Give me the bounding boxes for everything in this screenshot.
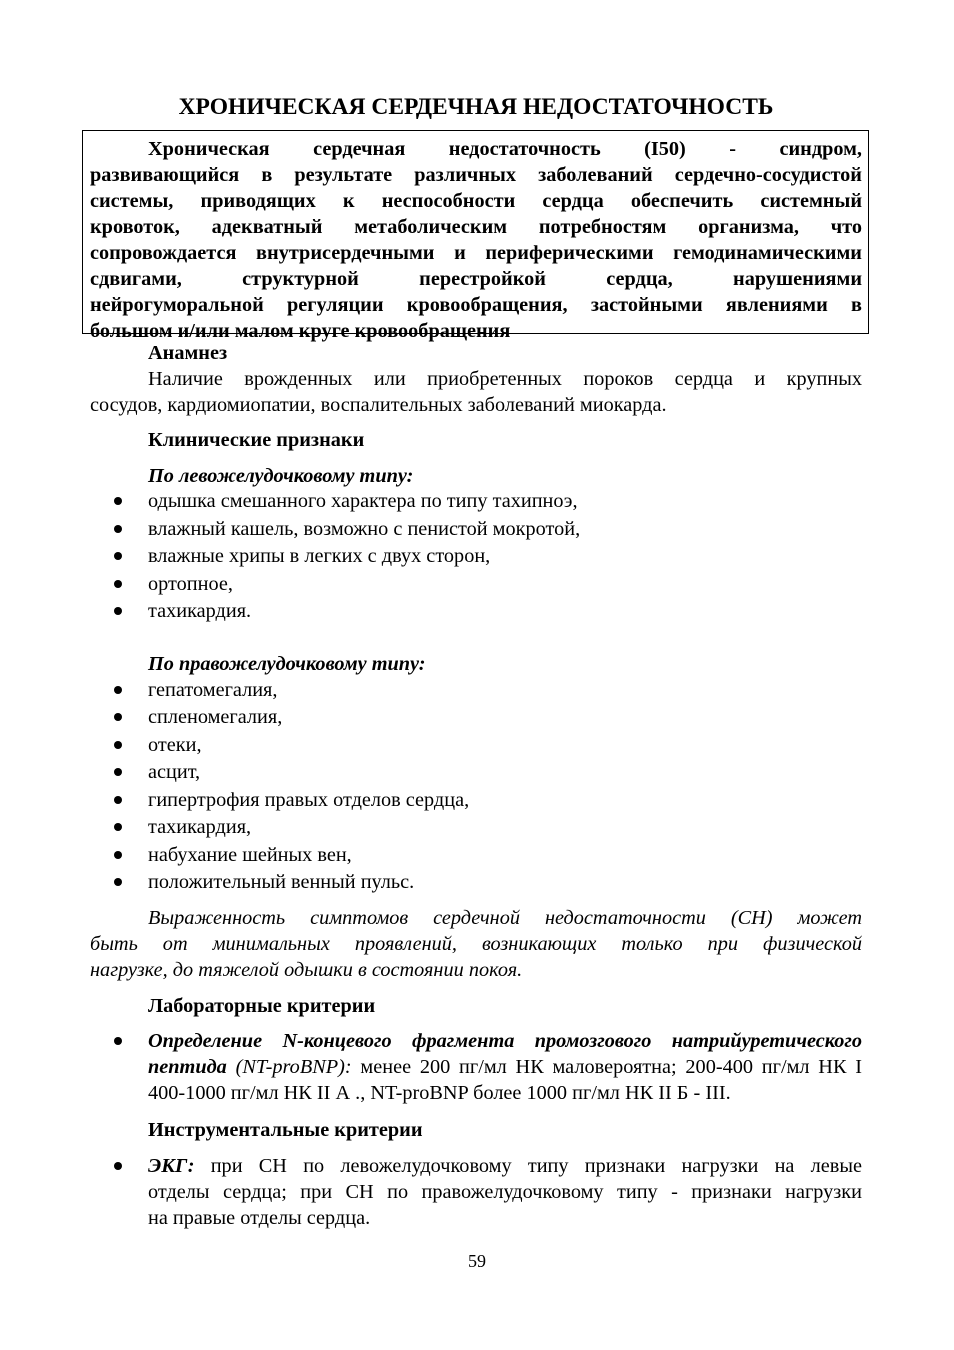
bullet-icon [114, 552, 122, 560]
definition-line: нейрогуморальной регуляции кровообращения, застойными явлениями в [90, 294, 862, 316]
instrumental-item-line [148, 1153, 862, 1179]
list-item-text: тахикардия. [148, 600, 252, 622]
note-line: быть от минимальных проявлений, возникающих только при физической [90, 933, 862, 955]
list-item-text: гепатомегалия, [148, 679, 278, 701]
bullet-icon [114, 713, 122, 721]
list-item-text: влажные хрипы в легких с двух сторон, [148, 545, 491, 567]
lab-item-line: Определение N-концевого фрагмента промозгового натрийуретического [148, 1030, 862, 1052]
bullet-icon [114, 796, 122, 804]
instrumental-heading: Инструментальные критерии [148, 1119, 423, 1141]
definition-line: системы, приводящих к неспособности сердца обеспечить системный [90, 190, 862, 212]
definition-line: Хроническая сердечная недостаточность (I50) - синдром, [148, 138, 862, 160]
bullet-icon [114, 741, 122, 749]
bullet-icon [114, 497, 122, 505]
bullet-icon [114, 768, 122, 776]
definition-line: сдвигами, структурной перестройкой сердца, нарушениями [90, 268, 862, 290]
list-item-text: гипертрофия правых отделов сердца, [148, 789, 470, 811]
lab-item-term: пептида [148, 1056, 227, 1078]
bullet-icon [114, 823, 122, 831]
definition-line: развивающийся в результате различных заболеваний сердечно-сосудистой [90, 164, 862, 186]
right-type-heading: По правожелудочковому типу: [148, 653, 426, 675]
list-item-text: тахикардия, [148, 816, 252, 838]
left-type-heading: По левожелудочковому типу: [148, 465, 414, 487]
lab-heading: Лабораторные критерии [148, 995, 376, 1017]
list-item-text: асцит, [148, 761, 201, 783]
list-item-text: положительный венный пульс. [148, 871, 415, 893]
list-item-text: ортопное, [148, 573, 233, 595]
anamnesis-line: сосудов, кардиомиопатии, воспалительных заболеваний миокарда. [90, 394, 667, 416]
anamnesis-line: Наличие врожденных или приобретенных пороков сердца и крупных [148, 368, 862, 390]
ecg-text: при СН по левожелудочковому типу признаки нагрузки на левые [194, 1155, 862, 1177]
instrumental-item-line: на правые отделы сердца. [148, 1207, 371, 1229]
note-line: Выраженность симптомов сердечной недостаточности (СН) может [148, 907, 862, 929]
bullet-icon [114, 607, 122, 615]
bullet-icon [114, 878, 122, 886]
lab-item-line: 400-1000 пг/мл НК II А ., NT-proBNP более 1000 пг/мл НК II Б - III. [148, 1082, 731, 1104]
list-item-text: спленомегалия, [148, 706, 283, 728]
ecg-label: ЭКГ: [148, 1155, 195, 1177]
list-item-text: отеки, [148, 734, 202, 756]
anamnesis-heading: Анамнез [148, 342, 228, 364]
bullet-icon [114, 580, 122, 588]
definition-line: кровоток, адекватный метаболическим потребностям организма, что [90, 216, 862, 238]
lab-item-values: менее 200 пг/мл НК маловероятна; 200-400 пг/мл НК I [351, 1056, 862, 1078]
bullet-icon [114, 1037, 122, 1045]
list-item-text: влажный кашель, возможно с пенистой мокротой, [148, 518, 581, 540]
page-number: 59 [468, 1251, 486, 1271]
definition-line: сопровождается внутрисердечными и периферическими гемодинамическими [90, 242, 862, 264]
clinical-heading: Клинические признаки [148, 429, 365, 451]
bullet-icon [114, 1162, 122, 1170]
lab-item-line [148, 1054, 862, 1080]
bullet-icon [114, 686, 122, 694]
lab-item-abbrev: (NT-proBNP): [226, 1056, 352, 1078]
list-item-text: одышка смешанного характера по типу тахипноэ, [148, 490, 578, 512]
bullet-icon [114, 525, 122, 533]
note-line: нагрузке, до тяжелой одышки в состоянии покоя. [90, 959, 523, 981]
page-title: ХРОНИЧЕСКАЯ СЕРДЕЧНАЯ НЕДОСТАТОЧНОСТЬ [178, 94, 774, 120]
instrumental-item-line: отделы сердца; при СН по правожелудочковому типу - признаки нагрузки [148, 1181, 862, 1203]
list-item-text: набухание шейных вен, [148, 844, 352, 866]
definition-line: большом и/или малом круге кровообращения [90, 320, 511, 342]
bullet-icon [114, 851, 122, 859]
